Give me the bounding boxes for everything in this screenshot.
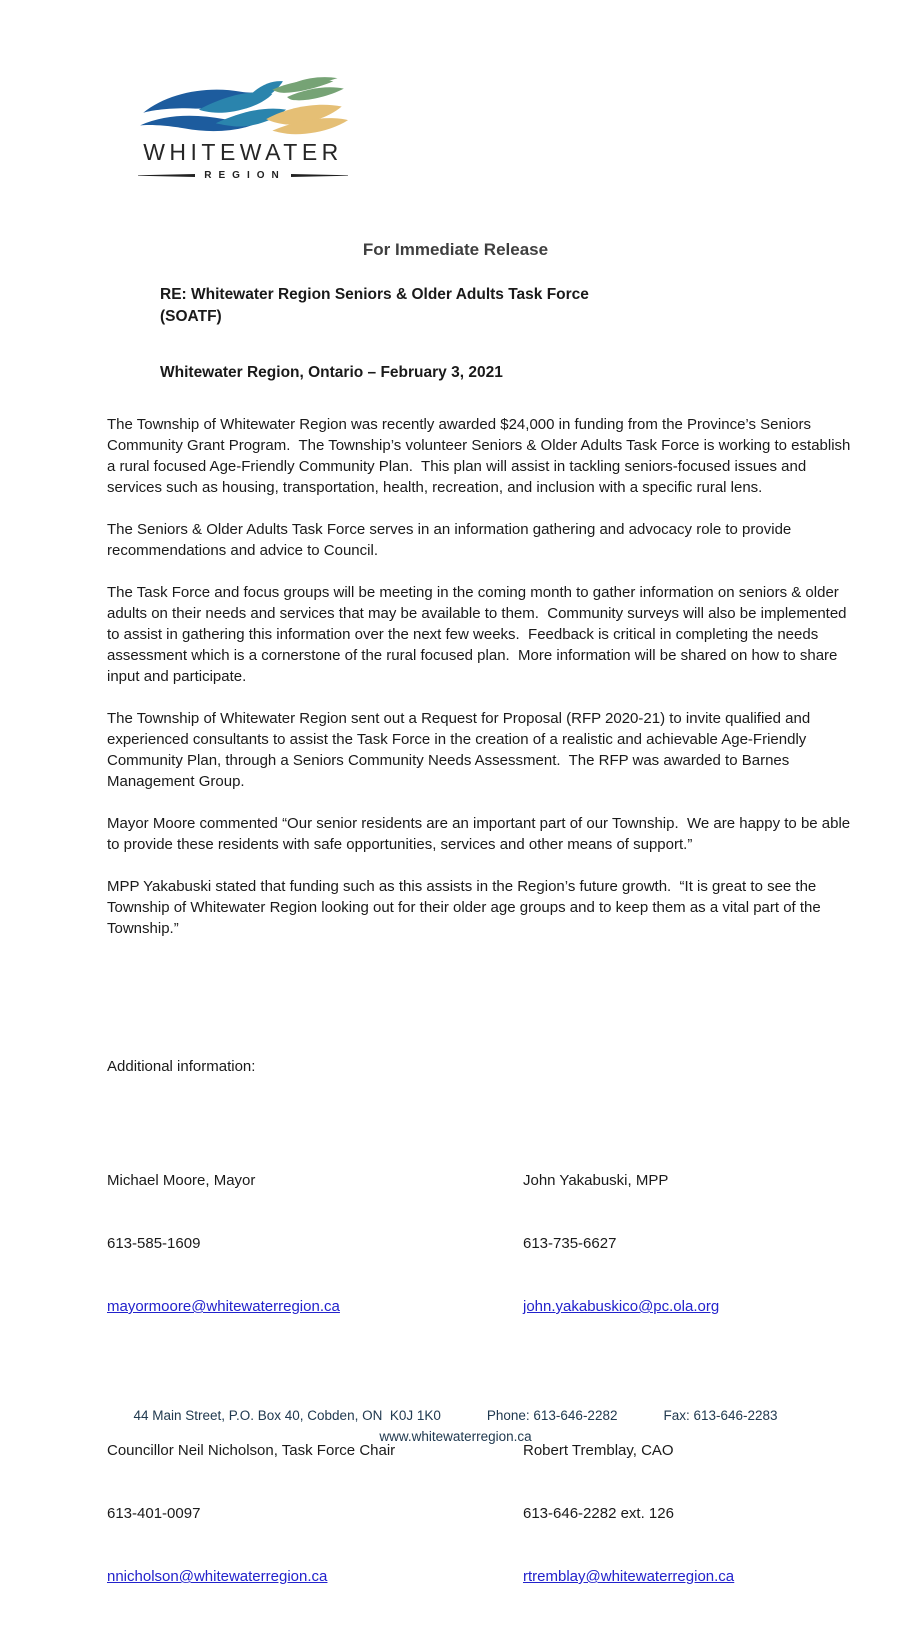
body-paragraph-3: The Task Force and focus groups will be meeting in the coming month to gather information on seniors & older adults on their needs and services that may be available to them. Community surveys will also be implemented to assist in gathering this information over the next few weeks. Feedback is critical in completing the needs assessment which is a cornerstone of the rural focused plan. More information will be shared on how to share input and participate. xyxy=(107,584,851,685)
additional-info-label: Additional information: xyxy=(107,1058,256,1075)
footer-phone: Phone: 613-646-2282 xyxy=(486,1408,618,1423)
contact-card-mayor xyxy=(107,1128,523,1359)
body-paragraph-1: The Township of Whitewater Region was recently awarded $24,000 in funding from the Province’s Seniors Community Grant Program. The Township’s volunteer Seniors & Older Adults Task Force is working to establish a rural focused Age-Friendly Community Plan. This plan will assist in tackling seniors-focused issues and services such as housing, transportation, health, recreation, and inclusion with a specific rural lens. xyxy=(107,416,855,496)
body-paragraph-5: Mayor Moore commented “Our senior residents are an important part of our Township. We are happy to be able to provide these residents with safe opportunities, services and other means of support.” xyxy=(107,815,855,853)
contact-email-link[interactable]: mayormoore@whitewaterregion.ca xyxy=(107,1298,340,1315)
contact-email-link[interactable]: nnicholson@whitewaterregion.ca xyxy=(107,1568,328,1585)
subject-heading: RE: Whitewater Region Seniors & Older Adults Task Force (SOATF) xyxy=(160,286,594,325)
contact-email-link[interactable]: john.yakabuskico@pc.ola.org xyxy=(523,1298,720,1315)
contact-name: Michael Moore, Mayor xyxy=(107,1172,256,1189)
footer-address: 44 Main Street, P.O. Box 40, Cobden, ON K0J 1K0 xyxy=(133,1408,441,1423)
logo-rule-right xyxy=(291,174,348,177)
body-content xyxy=(107,414,859,960)
contact-name: Councillor Neil Nicholson, Task Force Chair xyxy=(107,1442,396,1459)
contact-email-link[interactable]: rtremblay@whitewaterregion.ca xyxy=(523,1568,735,1585)
body-paragraph-6: MPP Yakabuski stated that funding such as this assists in the Region’s future growth. “It is great to see the Township of Whitewater Region looking out for their older age groups and to keep them as a vital part of the Township.” xyxy=(107,878,825,937)
body-paragraph-2: The Seniors & Older Adults Task Force serves in an information gathering and advocacy role to provide recommendations and advice to Council. xyxy=(107,521,796,559)
body-paragraph-4: The Township of Whitewater Region sent out a Request for Proposal (RFP 2020-21) to invite qualified and experienced consultants to assist the Task Force in the creation of a realistic and achievable Age-Friendly Community Plan, through a Seniors Community Needs Assessment. The RFP was awarded to Barnes Management Group. xyxy=(107,710,815,790)
whitewater-region-logo xyxy=(138,78,348,181)
contact-name: Robert Tremblay, CAO xyxy=(523,1442,674,1459)
logo-region-label: REGION xyxy=(204,170,286,181)
contacts-grid xyxy=(107,1128,847,1629)
footer xyxy=(0,1405,911,1447)
contact-name: John Yakabuski, MPP xyxy=(523,1172,669,1189)
release-heading: For Immediate Release xyxy=(362,240,549,259)
contact-card-mpp xyxy=(523,1128,847,1359)
contact-phone: 613-401-0097 xyxy=(107,1505,201,1522)
footer-website: www.whitewaterregion.ca xyxy=(379,1429,532,1444)
contact-phone: 613-735-6627 xyxy=(523,1235,617,1252)
logo-waves-icon xyxy=(138,78,348,136)
contact-phone: 613-585-1609 xyxy=(107,1235,201,1252)
footer-fax: Fax: 613-646-2283 xyxy=(663,1408,778,1423)
logo-rule-left xyxy=(138,174,195,177)
logo-wordmark: WHITEWATER xyxy=(143,139,343,165)
footer-contact-line xyxy=(0,1405,911,1426)
contact-phone: 613-646-2282 ext. 126 xyxy=(523,1505,674,1522)
logo-region-line xyxy=(138,170,348,181)
dateline: Whitewater Region, Ontario – February 3, 2021 xyxy=(160,364,503,381)
